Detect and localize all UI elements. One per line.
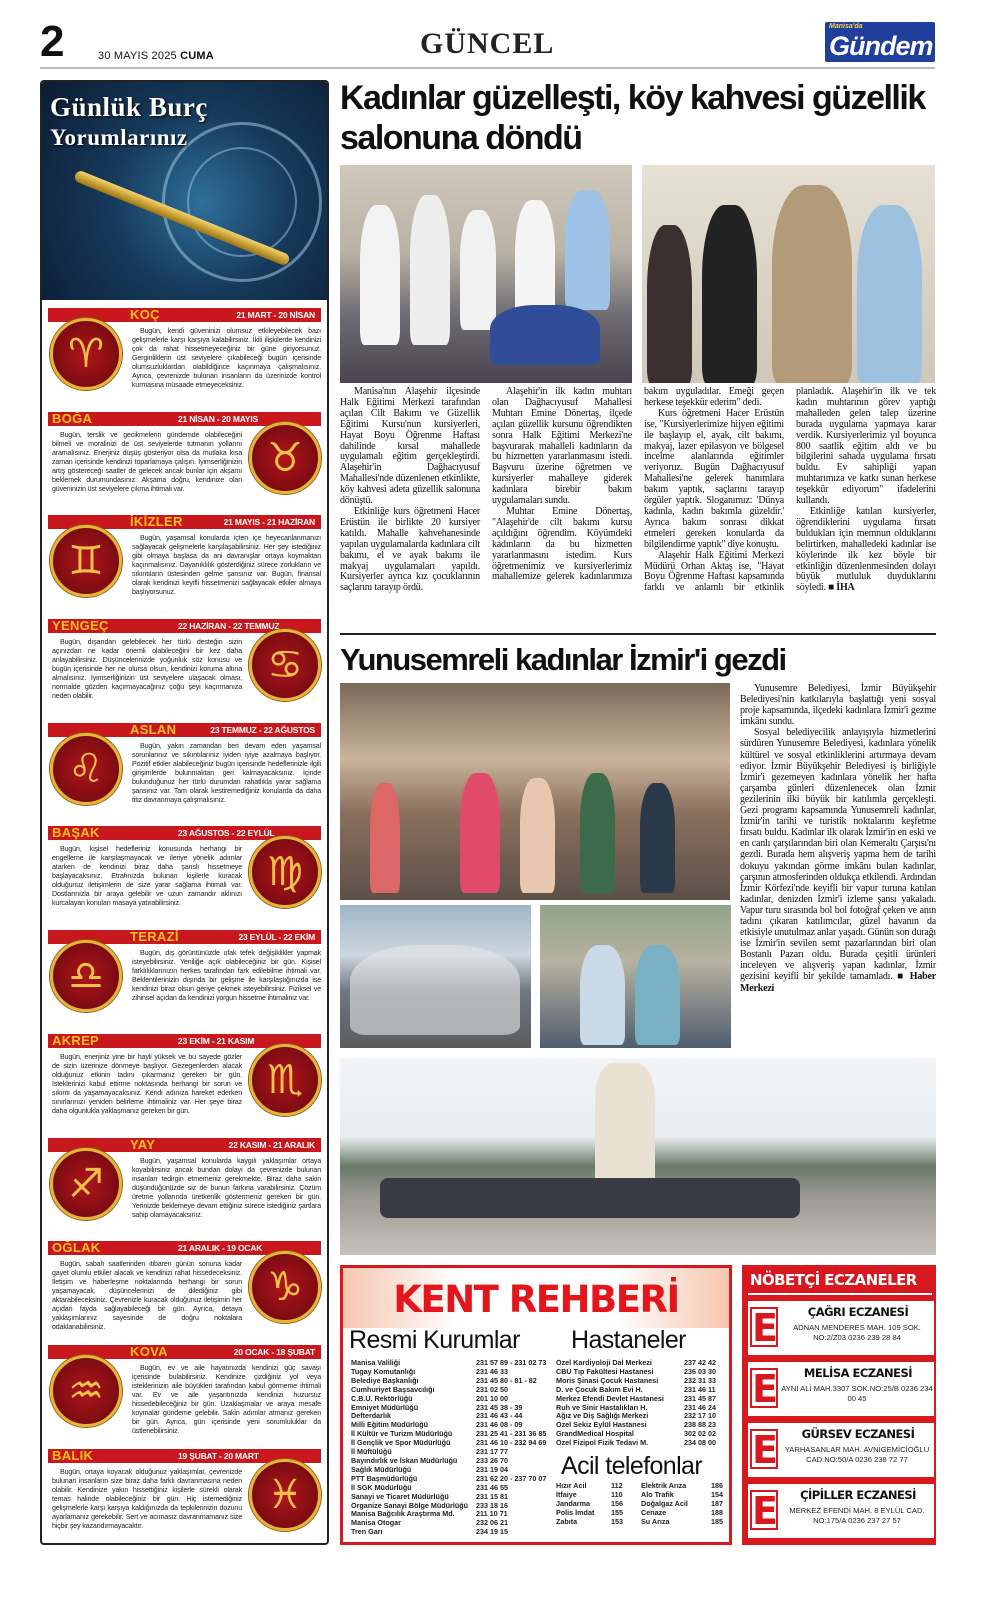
entry-name: Polis İmdat bbox=[556, 1508, 595, 1517]
pharmacy-name: ÇAĞRI ECZANESİ bbox=[807, 1305, 909, 1319]
directory-row bbox=[351, 1421, 551, 1430]
zodiac-sign-icon: ♎ bbox=[50, 940, 122, 1012]
eczaneler-title: NÖBETÇİ ECZANELER bbox=[750, 1271, 917, 1289]
article2-photo-ferry bbox=[340, 905, 531, 1048]
sign-text: Bugün, dış görüntünüzde ufak tefek değişiklikler yapmak isteyebilirsiniz. Yeniliğe açık olabileceğiniz bir gün. Kişisel farklılıklarınızın herkes tarafından fark edilebilme ihtimali var. Beklentilerinizin dışında bir gelişme ile karşılaştığınızda ise kendinizi biraz olsun geriye çekmek isteyebilirsiniz. Fiziksel ve zihinsel açıdan da kendinizi yorgun hissetme ihtimaliniz var. bbox=[132, 949, 321, 1003]
horoscope-item-8 bbox=[48, 1138, 321, 1242]
phone-number: 237 42 42 bbox=[684, 1359, 716, 1367]
phone-number: 231 46 24 bbox=[684, 1403, 716, 1412]
entry-name: Sanayi ve Ticaret Müdürlüğü bbox=[351, 1492, 449, 1501]
sign-dates: 21 NİSAN - 20 MAYIS bbox=[178, 413, 258, 424]
zodiac-sign-icon: ♋ bbox=[249, 629, 321, 701]
pharmacy-address: AYNI ALİ MAH.3307 SOK.NO:25/B 0236 234 00 45 bbox=[781, 1384, 933, 1403]
zodiac-sign-icon: ♑ bbox=[249, 1251, 321, 1323]
directory-row bbox=[351, 1359, 551, 1368]
phone-number: 232 31 33 bbox=[684, 1376, 716, 1385]
pharmacy-address: MERKEZ EFENDİ MAH. 8 EYLÜL CAD. NO:175/A 0236 237 27 57 bbox=[789, 1506, 925, 1525]
phone-number: 232 17 10 bbox=[684, 1412, 716, 1421]
article1-paragraph: Alaşehir'in ilk kadın muhtarı olan Dağhacıyusuf Mahallesi Muhtarı Emine Dönertaş, ilçede açılan güzellik kursunu öğrendikten sonra Halk Eğitimi Merkezi'ne başvurarak mahalleli kadınların da bu hizmetten yararlanmasını istedi. Başvuru üzerine öğretmen ve kursiyerler mahalleye giderek kadınlara birebir bakım uygulamaları sundu. bbox=[492, 386, 632, 507]
acil-telefonlar-title: Acil telefonlar bbox=[561, 1452, 703, 1480]
sign-text: Bugün, yaşamsal konularda içten içe heyecanlanmanızı sağlayacak gelişmelerle karşılaşabilirsiniz. Her şey istediğiniz gibi olmaya başlasa da ani davranışlar ortaya koymaktan kaçınmalısınız. Dayanıklılık gösterdiğiniz sürece zorlukların ve sıkıntıların üstesinden gelme şansınız var. Bugün, finansal olarak kendinizi keyifli hissetmenizi sağlayacak etkiler almaya başlıyorsunuz. bbox=[132, 534, 321, 597]
horoscope-item-3 bbox=[48, 619, 321, 723]
entry-name: Sağlık Müdürlüğü bbox=[351, 1465, 412, 1474]
phone-number: 232 06 21 bbox=[476, 1519, 508, 1528]
pharmacy-name: MELİSA ECZANESİ bbox=[803, 1366, 913, 1380]
phone-number: 234 08 00 bbox=[684, 1439, 716, 1448]
directory-row bbox=[556, 1368, 731, 1377]
sign-name: BALIK bbox=[52, 1447, 94, 1463]
resmi-kurumlar-list bbox=[351, 1359, 551, 1537]
pharmacy-item bbox=[748, 1423, 934, 1477]
phone-number: 231 46 43 - 44 bbox=[476, 1412, 523, 1421]
directory-row bbox=[351, 1368, 551, 1377]
directory-row bbox=[556, 1509, 731, 1518]
article-divider bbox=[340, 633, 936, 635]
sign-name: BOĞA bbox=[52, 410, 93, 426]
logo-big: Gündem bbox=[829, 31, 933, 61]
sign-dates: 21 MAYIS - 21 HAZİRAN bbox=[223, 517, 315, 528]
article2-paragraph: Yunusemre Belediyesi, İzmir Büyükşehir Belediyesi'nin katkılarıyla başlattığı yeni sosyal proje kapsamında, ilçedeki kadınlara İzmir'i gezme imkânı sundu. bbox=[740, 683, 936, 728]
article1-paragraph: Manisa'nın Alaşehir ilçesinde Halk Eğitimi Merkezi tarafından açılan Cilt Bakımı ve Güzellik Eğitimi Kursu'nun kursiyerleri, Hayat Boyu Öğrenme Haftası dahilinde kırsal mahallede uygulamalı eğitim gerçekleştirdi. Alaşehir'in Dağhacıyusuf Mahallesi'nde düzenlenen etkinlikte, köy kahvesi adeta güzellik salonuna dönüştü. bbox=[340, 386, 480, 507]
sign-text: Bugün, enerjiniz yine bir hayli yüksek ve bu sayede gözler de sizin üzerinize dönmeye başlıyor. Gezegenlerden alacak olduğunuz etkinin tadını çıkarmanız gereken bir gün. İsteklerinizi kabul ettirme noktasında herhangi bir sorun ve sıkıntı da yaşamayacaksınız. Kendi adınıza hareket ederken sınırlarınızı yeniden belirleme ihtimaliniz var. Her şeye biraz daha olgunlukla yaklaşmanız gereken bir gün. bbox=[52, 1052, 242, 1115]
entry-name: Tren Garı bbox=[351, 1528, 383, 1537]
entry-name: Tugay Komutanlığı bbox=[351, 1367, 416, 1376]
entry-name: İtfaiye bbox=[556, 1490, 577, 1499]
entry-name: İl Kültür ve Turizm Müdürlüğü bbox=[351, 1430, 453, 1439]
entry-name: Manisa Valiliği bbox=[351, 1359, 401, 1367]
directory-row bbox=[556, 1377, 731, 1386]
article2-body bbox=[740, 683, 936, 1053]
phone-number: 231 25 41 - 231 36 85 bbox=[476, 1430, 547, 1439]
directory-row bbox=[351, 1510, 551, 1519]
entry-name: Manisa Otogar bbox=[351, 1519, 401, 1528]
directory-row bbox=[556, 1404, 731, 1413]
sign-dates: 23 EKİM - 21 KASIM bbox=[178, 1035, 255, 1046]
phone-number: 231 57 89 - 231 02 73 bbox=[476, 1359, 547, 1367]
phone-number: 233 26 70 bbox=[476, 1456, 508, 1465]
sign-text: Bugün, yakın zamandan beri devam eden yaşamsal sorunlarınız ve sıkıntılarınız iyiden iyiye azalmaya başlıyor. Pozitif etkiler alabileceğiniz bugün içerisinde hedeflerinizle ilgili girişimlerde bulunmaktan geri kalmayacaksınız. İçinde bulunduğunuz her türlü durumdan rahatlıkla yarar sağlama şansınız var. Tam olarak kestiremediğiniz konularda da daha titiz davranmaya çalışmalısınız. bbox=[132, 741, 321, 804]
sign-dates: 21 MART - 20 NİSAN bbox=[236, 310, 315, 320]
phone-number: 110 bbox=[611, 1490, 623, 1499]
entry-name: Doğalgaz Acil bbox=[641, 1499, 688, 1508]
phone-number: 231 46 55 bbox=[476, 1483, 508, 1492]
horoscope-item-7 bbox=[48, 1034, 321, 1138]
sign-dates: 23 TEMMUZ - 22 AĞUSTOS bbox=[210, 724, 315, 735]
nobetci-eczaneler bbox=[742, 1265, 936, 1545]
entry-name: CBÜ Tıp Fakültesi Hastanesi bbox=[556, 1367, 654, 1376]
sign-name: YAY bbox=[130, 1136, 156, 1152]
resmi-kurumlar-title: Resmi Kurumlar bbox=[349, 1326, 520, 1354]
phone-number: 201 10 00 bbox=[476, 1394, 508, 1403]
entry-name: Hızır Acil bbox=[556, 1482, 587, 1490]
sign-text: Bugün, yaşamsal konularda kaygılı yaklaşımlar ortaya koyabilirsiniz ancak bundan dolayı da çevrenizde bulunan insanları tedirgin etmemeniz gerekmekte. Biraz daha sakin düşündüğünüzde siz de bunun farkına varabilirsiniz. Çözüm üretme yollarında üretkenlik göstermeniz gereken bir gün. Yerinizde beklemeye devam ettiğiniz sürece istediğiniz şartlara sahip olamayacaksınız. bbox=[132, 1156, 321, 1219]
phone-number: 231 02 50 bbox=[476, 1385, 508, 1394]
article1-paragraph: Etkinliğe kurs öğretmeni Hacer Erüstün ile birlikte 20 kursiyer katıldı. Mahalle kahvehanesinde yapılan uygulamalarda kadınlara cilt bakımı, el ve ayak bakımı ile makyaj uygulamaları yapıldı. Kursiyerler ayrıca kız çocuklarının saçlarını tarayıp ördü. bbox=[340, 505, 480, 594]
entry-name: İl Müftülüğü bbox=[351, 1448, 392, 1457]
sign-name: TERAZİ bbox=[130, 929, 179, 945]
article1-photo-right bbox=[642, 165, 935, 383]
date-text: 30 MAYIS 2025 bbox=[98, 50, 177, 62]
directory-row bbox=[556, 1500, 731, 1509]
entry-name: Milli Eğitim Müdürlüğü bbox=[351, 1421, 429, 1430]
article2-paragraph: Sosyal belediyecilik anlayışıyla hizmetlerini sürdüren Yunusemre Belediyesi, kadınlara yönelik kültürel ve sosyal etkinliklerini artırmaya devam ediyor. İzmir Büyükşehir Belediyesi iş birliğiyle İzmir'i gezemeyen kadınlara yönelik her hafta çarşamba günleri düzenlenecek olan İzmir gezilerinin ilki büyük bir katılımla gerçekleşti. Gezi programı kapsamında Yunusemreli kadınlar, İzmir'in tarihi ve turistik noktalarını keşfetme fırsatı buldu. Kadınlar ilk olarak İzmir'in en eski ve en canlı çarşılarından biri olan Kemeraltı Çarşısı'nı gezdi. Burada hem alışveriş yapma hem de tarihi dokuyu yakından görme imkânı bulan kadınlar, çarşının atmosferinden oldukça etkilendi. Ardından İzmir Körfezi'nde keyifli bir vapur turuna katılan kadınlar, denizden İzmir'i izleme şansı yakaladı. Vapur turu sırasında bol bol fotoğraf çeken ve anın tadını çıkaran katılımcılar, güzel havanın da etkisiyle unutulmaz anlar yaşadı. Günün son durağı ise İzmir'in sevilen semt pazarlarından biri olan Bostanlı Pazarı oldu. Burada çeşitli ürünleri inceleyen ve alışveriş yapan kadınlar, İzmir gezisini keyifli bir şekilde tamamladı. ■ Haber Merkezi bbox=[740, 727, 936, 994]
article1-paragraph: Alaşehir Halk Eğitimi Merkezi Müdürü Orhan Aktaş ise, "Hayat Boyu Öğrenme Haftası kapsamında farklı ve anlamlı bir etkinlik planladık. Alaşehir'in ilk ve tek kadın muhtarının görev yaptığı mahalleden gelen talep üzerine burada uygulama yapmaya karar verdik. Kursiyerlerimiz yıl boyunca 800 saatlik eğitim aldı ve bu bilgilerini sahada uygulama fırsatı buldu. Ev sahipliği yapan muhtarımıza ve katkı sunan herkese teşekkür ediyorum" ifadelerini kullandı. bbox=[644, 386, 936, 594]
article1-headline[interactable]: Kadınlar güzelleşti, köy kahvesi güzellik salonuna döndü bbox=[340, 79, 925, 157]
entry-name: Elektrik Arıza bbox=[641, 1482, 687, 1490]
newspaper-logo bbox=[825, 22, 935, 62]
directory-row bbox=[556, 1359, 731, 1368]
article2-photo-group bbox=[540, 905, 731, 1048]
phone-number: 231 46 08 - 09 bbox=[476, 1421, 523, 1430]
sign-dates: 20 OCAK - 18 ŞUBAT bbox=[233, 1346, 315, 1357]
sign-text: Bugün, ortaya koyacak olduğunuz yaklaşımlar, çevrenizde bulunan insanların size biraz daha farklı davranmasına neden olabilir. Kendinize yakın hissettiğiniz kişilerle sürekli olarak temas halinde olabileceğiniz bir gün. Hiç istemediğiniz gelişmelerle karşı karşıya kaldığınızda da tepkilerinizin dozunu ayarlamanız gerekebilir. Sert ve acımasız davranmamanız size hiçbir şey kazandırmayacaktır. bbox=[52, 1467, 242, 1530]
phone-number: 187 bbox=[711, 1499, 723, 1508]
article1-source: ■ İHA bbox=[828, 582, 855, 594]
horoscope-item-4 bbox=[48, 723, 321, 827]
pharmacy-item bbox=[748, 1484, 934, 1538]
directory-row bbox=[351, 1439, 551, 1448]
article1-body bbox=[340, 387, 936, 627]
phone-number: 231 15 81 bbox=[476, 1492, 508, 1501]
directory-row bbox=[351, 1404, 551, 1413]
article1-photo-left bbox=[340, 165, 632, 383]
directory-row bbox=[351, 1412, 551, 1421]
zodiac-sign-icon: ♒ bbox=[50, 1355, 122, 1427]
directory-row bbox=[351, 1502, 551, 1511]
article2-headline[interactable]: Yunusemreli kadınlar İzmir'i gezdi bbox=[340, 642, 786, 677]
directory-row bbox=[351, 1457, 551, 1466]
directory-row bbox=[556, 1386, 731, 1395]
phone-number: 185 bbox=[711, 1517, 723, 1526]
horoscope-item-9 bbox=[48, 1241, 321, 1345]
zodiac-sign-icon: ♊ bbox=[50, 525, 122, 597]
logo-small: Manisa'da bbox=[829, 23, 863, 30]
sign-text: Bugün, kişisel hedefleriniz konusunda herhangi bir engelleme ile karşılaşmayacak ve ileriye yönelik adımlar atarken de kendinizi biraz daha şanslı hissetmeye başlayacaksınız. Etrafınızda bulunan kişilerle kuracak olduğunuz iletişimlerin de size yarar sağlama ihtimali var. Dostlarınızla bir araya gelebilir ve uzun zamandır aklınızı kurcalayan konuları masaya yatırabilirsiniz. bbox=[52, 845, 242, 908]
phone-number: 231 17 77 bbox=[476, 1448, 508, 1457]
phone-number: 188 bbox=[711, 1508, 723, 1517]
pharmacy-e-icon: E bbox=[752, 1428, 778, 1472]
header-divider bbox=[40, 67, 935, 69]
directory-row bbox=[556, 1395, 731, 1404]
sign-dates: 22 KASIM - 21 ARALIK bbox=[228, 1139, 315, 1150]
directory-row bbox=[556, 1412, 731, 1421]
directory-row bbox=[556, 1518, 731, 1527]
directory-row bbox=[556, 1482, 731, 1491]
phone-number: 153 bbox=[611, 1517, 623, 1526]
phone-number: 154 bbox=[711, 1490, 723, 1499]
sign-name: AKREP bbox=[52, 1032, 100, 1048]
sign-name: BAŞAK bbox=[52, 825, 100, 841]
directory-row bbox=[351, 1448, 551, 1457]
horoscope-list bbox=[48, 308, 321, 1545]
entry-name: Alo Trafik bbox=[641, 1490, 674, 1499]
pharmacy-name: ÇİPİLLER ECZANESİ bbox=[800, 1488, 916, 1502]
day-text: CUMA bbox=[180, 50, 214, 62]
entry-name: Moris Şinasi Çocuk Hastanesi bbox=[556, 1376, 659, 1385]
entry-name: PTT Başmüdürlüğü bbox=[351, 1474, 418, 1483]
entry-name: Cenaze bbox=[641, 1508, 667, 1517]
horoscope-item-0 bbox=[48, 308, 321, 412]
phone-number: 231 46 10 - 232 94 69 bbox=[476, 1439, 547, 1448]
eczaneler-divider bbox=[748, 1293, 932, 1295]
sign-name: ASLAN bbox=[130, 721, 177, 737]
directory-row bbox=[351, 1528, 551, 1537]
entry-name: Su Arıza bbox=[641, 1517, 670, 1526]
phone-number: 155 bbox=[611, 1508, 623, 1517]
entry-name: Cumhuriyet Başsavcılığı bbox=[351, 1385, 435, 1394]
phone-number: 236 03 30 bbox=[684, 1367, 716, 1376]
kent-rehberi-title: KENT REHBERİ bbox=[393, 1278, 679, 1321]
phone-number: 238 88 23 bbox=[684, 1421, 716, 1430]
sign-dates: 22 HAZİRAN - 22 TEMMUZ bbox=[178, 621, 280, 632]
entry-name: İl Gençlik ve Spor Müdürlüğü bbox=[351, 1439, 451, 1448]
entry-name: Zabıta bbox=[556, 1517, 578, 1526]
directory-row bbox=[556, 1439, 731, 1448]
phone-number: 233 18 16 bbox=[476, 1501, 508, 1510]
acil-telefonlar-list bbox=[556, 1482, 731, 1527]
horoscope-title-line1: Günlük Burç bbox=[50, 92, 208, 122]
directory-row bbox=[351, 1430, 551, 1439]
sign-text: Bugün, ev ve aile hayatınızda kendinizi güç savaşı içerisinde bulabilirsiniz. Kendinize çizdiğiniz yol veya isteklerinizin aile büyükleri tarafından kabul görmeme ihtimali var. Ev ve aile yaşantınızda kendinizi huzursuz hissedebileceğiniz bir gün. Uzaklaşmalar ve araya mesafe koymalar gündeme gelebilir. Sakin adımlar atmanız gereken bir gün. Ayrıca, gün içerisinde yeni sorumluluklar da üstlenebilirsiniz. bbox=[132, 1363, 321, 1435]
directory-row bbox=[556, 1430, 731, 1439]
phone-number: 302 02 02 bbox=[684, 1430, 716, 1439]
phone-number: 231 46 11 bbox=[684, 1385, 716, 1394]
pharmacy-address: YARHASANLAR MAH. AVNİGEMİCİOĞLU CAD.NO:50/A 0236 238 72 77 bbox=[784, 1445, 930, 1464]
pharmacy-e-icon: E bbox=[752, 1367, 778, 1411]
issue-date bbox=[98, 50, 214, 62]
horoscope-item-5 bbox=[48, 826, 321, 930]
entry-name: Merkez Efendi Devlet Hastanesi bbox=[556, 1394, 664, 1403]
entry-name: Defterdarlık bbox=[351, 1412, 391, 1421]
directory-row bbox=[351, 1519, 551, 1528]
phone-number: 234 19 15 bbox=[476, 1528, 508, 1537]
phone-number: 112 bbox=[611, 1482, 623, 1490]
phone-number: 231 46 33 bbox=[476, 1367, 508, 1376]
article2-photo-clocktower bbox=[340, 1058, 936, 1255]
sign-text: Bugün, kendi güveninizi olumsuz etkileyebilecek bazı gelişmelerle karşı karşıya kalabilirsiniz. İkili ilişkilerde kendinizi çok da rahat hissetmeyeceğiniz bir güne giriyorsunuz. Gerginliklerin üst seviyelere çıkabileceği bugün içerisinde olumsuzluklardan olabildiğince kaçınmaya çalışmalısınız. Ayrıca, çevrenizde bulunan insanların da üzerinizde kontrol kurmasına müsaade etmeyeceksiniz. bbox=[132, 327, 321, 389]
directory-row bbox=[351, 1377, 551, 1386]
kent-rehberi bbox=[340, 1265, 732, 1545]
phone-number: 231 45 87 bbox=[684, 1394, 716, 1403]
horoscope-banner bbox=[42, 82, 327, 300]
zodiac-sign-icon: ♈ bbox=[50, 318, 122, 390]
directory-row bbox=[556, 1491, 731, 1500]
article1-paragraph: Etkinliğe katılan kursiyerler, öğrendiklerini uygulama fırsatı buldukları için memnun olduklarını belirtirken, mahalledeki kadınlar ise köylerinde ilk kez böyle bir etkinliğin düzenlenmesinden dolayı büyük mutluluk duyduklarını söyledi. ■ İHA bbox=[796, 505, 936, 594]
entry-name: Emniyet Müdürlüğü bbox=[351, 1403, 419, 1412]
phone-number: 231 62 20 - 237 70 07 bbox=[476, 1474, 547, 1483]
sign-dates: 19 ŞUBAT - 20 MART bbox=[178, 1450, 259, 1461]
directory-row bbox=[351, 1475, 551, 1484]
entry-name: Özel Fizipol Fizik Tedavi M. bbox=[556, 1439, 649, 1448]
zodiac-sign-icon: ♏ bbox=[249, 1044, 321, 1116]
article2-photo-market bbox=[340, 683, 730, 900]
horoscope-column bbox=[40, 80, 329, 1545]
sign-name: OĞLAK bbox=[52, 1240, 101, 1256]
entry-name: Jandarma bbox=[556, 1499, 590, 1508]
sign-name: KOVA bbox=[130, 1343, 168, 1359]
sign-text: Bugün, sabah saatlerinden itibaren günün sonuna kadar gayet olumlu etkiler alacak ve kendinizi rahat hissedeceksiniz. İletişim ve haberleşme noktalarında herhangi bir sorun yaşamayacak, düşüncelerinizi de dilediğiniz gibi aktarabileceksiniz. Çevrenizle kuracak olduğunuz iletişimin her açıdan fayda sağlayabileceği bir gün. Ayrıca, detaya yaklaşımlarınız sayesinde de doğru noktalara odaklanabilirsiniz. bbox=[52, 1260, 242, 1332]
sign-text: Bugün, dışarıdan gelebilecek her türlü desteğin sizin açınızdan ne kadar önemli olabileceğini bir kez daha anlayabilirsiniz. Düşüncelerinizde yoğunluk söz konusu ve bugün içerisinde her ne olursa olsun, kendinizi koruma altına almalısınız. İyimserliğinizin üst seviyelere ulaşacak olması, normalde gözden kaçırmayacağınız çoğu şeyi kaçırmanıza neden olabilir. bbox=[52, 638, 242, 701]
horoscope-item-11 bbox=[48, 1449, 321, 1545]
phone-number: 231 19 04 bbox=[476, 1465, 508, 1474]
phone-number: 156 bbox=[611, 1499, 623, 1508]
phone-number: 186 bbox=[711, 1482, 723, 1490]
phone-number: 231 45 38 - 39 bbox=[476, 1403, 523, 1412]
zodiac-sign-icon: ♌ bbox=[50, 733, 122, 805]
zodiac-sign-icon: ♐ bbox=[50, 1148, 122, 1220]
horoscope-item-1 bbox=[48, 412, 321, 516]
pharmacy-e-icon: E bbox=[752, 1489, 778, 1533]
phone-number: 211 10 71 bbox=[476, 1510, 508, 1519]
sign-dates: 23 EYLÜL - 22 EKİM bbox=[238, 932, 315, 943]
article1-paragraph: Muhtar Emine Dönertaş, "Alaşehir'de cilt bakımı kursu açıldığını öğrendim. Köyümdeki kadınların da bu hizmetten yararlanmasını istedim. Kurs öğretmenimiz ve kursiyerlerimiz mahallemize gelerek kadınlarımıza bakım uyguladılar. Emeği geçen herkese teşekkür ederim" dedi. bbox=[492, 386, 784, 583]
entry-name: İl SGK Müdürlüğü bbox=[351, 1483, 412, 1492]
phone-number: 231 45 80 - 81 - 82 bbox=[476, 1376, 537, 1385]
directory-row bbox=[351, 1466, 551, 1475]
entry-name: GrandMedical Hospital bbox=[556, 1430, 634, 1439]
sign-dates: 23 AĞUSTOS - 22 EYLÜL bbox=[178, 828, 275, 839]
horoscope-item-10 bbox=[48, 1345, 321, 1449]
entry-name: Ağız ve Diş Sağlığı Merkezi bbox=[556, 1412, 649, 1421]
zodiac-sign-icon: ♍ bbox=[249, 836, 321, 908]
entry-name: Özel Sekiz Eylül Hastanesi bbox=[556, 1421, 647, 1430]
sign-name: KOÇ bbox=[130, 307, 160, 322]
horoscope-item-2 bbox=[48, 515, 321, 619]
pharmacy-item bbox=[748, 1362, 934, 1416]
directory-row bbox=[351, 1386, 551, 1395]
section-title: GÜNCEL bbox=[420, 27, 555, 60]
entry-name: Belediye Başkanlığı bbox=[351, 1376, 419, 1385]
entry-name: Ruh ve Sinir Hastalıkları H. bbox=[556, 1403, 648, 1412]
horoscope-title-line2: Yorumlarınız bbox=[50, 125, 188, 150]
sign-name: İKİZLER bbox=[130, 514, 183, 530]
horoscope-item-6 bbox=[48, 930, 321, 1034]
zodiac-sign-icon: ♉ bbox=[249, 422, 321, 494]
directory-row bbox=[351, 1484, 551, 1493]
page-number: 2 bbox=[40, 17, 65, 66]
sign-dates: 21 ARALIK - 19 OCAK bbox=[178, 1243, 263, 1254]
entry-name: Manisa Bağcılık Araştırma Md. bbox=[351, 1510, 455, 1519]
directory-row bbox=[351, 1493, 551, 1502]
entry-name: Bayındırlık ve İskan Müdürlüğü bbox=[351, 1456, 458, 1465]
entry-name: Organize Sanayi Bölge Müdürlüğü bbox=[351, 1501, 469, 1510]
entry-name: Özel Kardiyoloji Dal Merkezi bbox=[556, 1359, 652, 1367]
sign-text: Bugün, terslik ve gecikmelerin gündemde olabileceğini bilmeli ve moralinizi de üst seviyelerde tutmanın yollarını aramalısınız. Enerjiniz düşüş gösteriyor olsa da mutlaka kısa zaman içerisinde kendinizi toparlamaya çalışın. İyimserliğinizin artış göstereceği saatler de gelecek ancak bunlar için akşamı beklemek durumundasınız. Akşama doğru, kendinize olan güveninizin üst seviyelere çıkma ihtimali var. bbox=[52, 430, 242, 493]
entry-name: C.B.Ü. Rektörlüğü bbox=[351, 1394, 413, 1403]
sign-name: YENGEÇ bbox=[52, 618, 109, 634]
article2-source: ■ Haber Merkezi bbox=[740, 971, 936, 994]
entry-name: D. ve Çocuk Bakım Evi H. bbox=[556, 1385, 643, 1394]
zodiac-sign-icon: ♓ bbox=[249, 1459, 321, 1531]
directory-row bbox=[556, 1421, 731, 1430]
pharmacy-e-icon: E bbox=[752, 1306, 778, 1350]
article1-paragraph: Kurs öğretmeni Hacer Erüstün ise, "Kursiyerlerimize hijyen eğitimi ile başlayıp el, ayak, cilt bakımı, makyaj, lazer epilasyon ve bölgesel incelme alanlarında eğitimler veriyoruz. Bugün Dağhacıyusuf Mahallesi'ne gelerek hanımlara bakım yaptık, saçlarını tarayıp örgüler yaptık. Sloganımız: 'Dünya kadınla, kadın bakımla güzeldir.' Ayrıca bakım sonrası dikkat etmeleri gereken konularda da bilgilendirme yaptık" diye konuştu. bbox=[644, 407, 784, 550]
directory-row bbox=[351, 1395, 551, 1404]
hastaneler-list bbox=[556, 1359, 731, 1448]
hastaneler-title: Hastaneler bbox=[571, 1326, 686, 1354]
pharmacy-name: GÜRSEV ECZANESİ bbox=[801, 1427, 915, 1441]
pharmacy-address: ADNAN MENDERES MAH. 109 SOK. NO:2/Z03 0236 239 28 84 bbox=[793, 1323, 921, 1342]
pharmacy-item bbox=[748, 1301, 934, 1355]
